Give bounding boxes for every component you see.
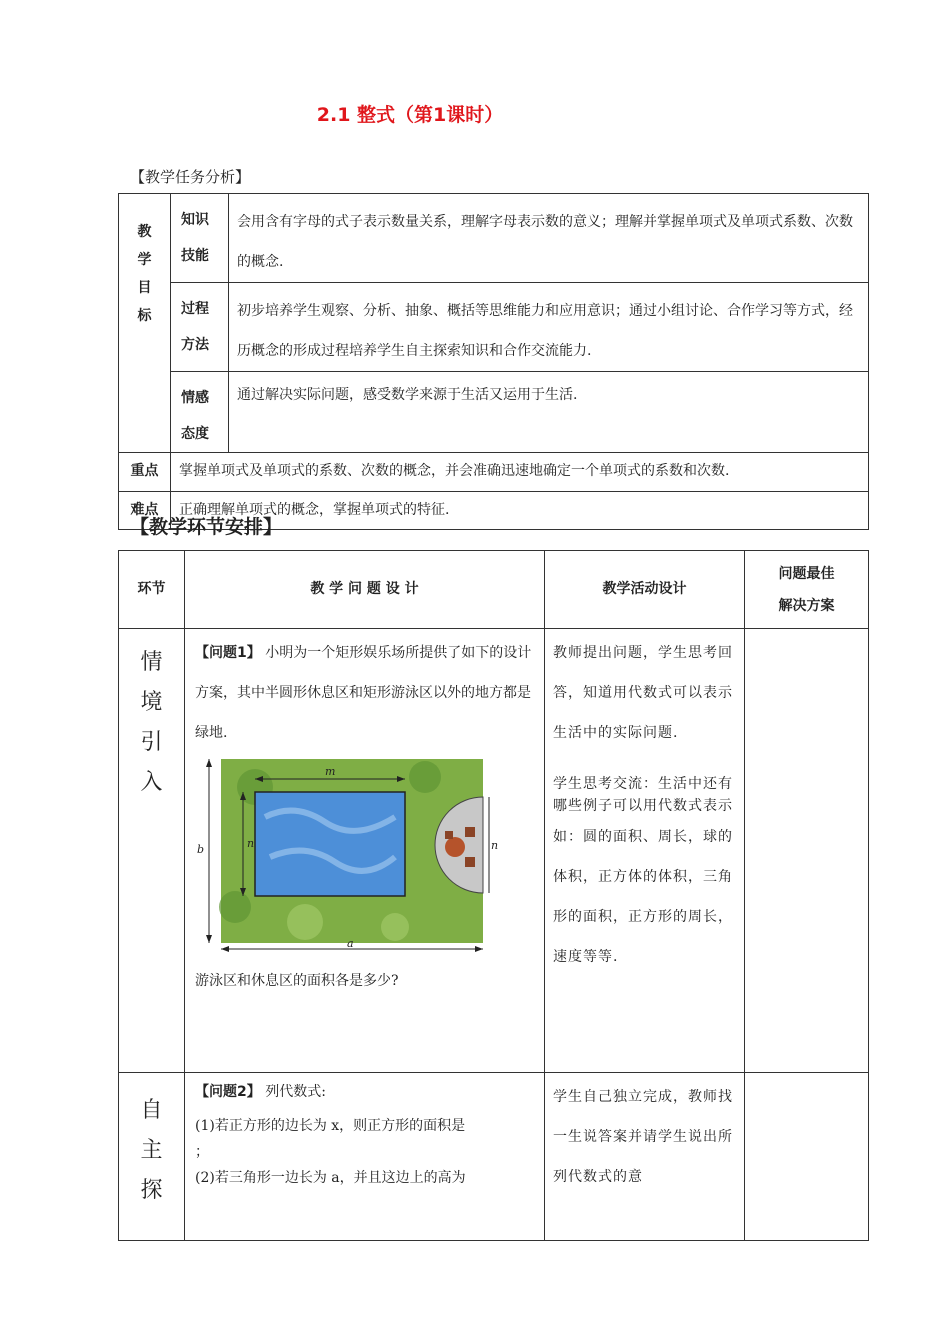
row-text-process: 初步培养学生观察、分析、抽象、概括等思维能力和应用意识；通过小组讨论、合作学习等方式，经历概念的形成过程培养学生自主探索知识和合作交流能力. (229, 283, 869, 372)
key-text: 掌握单项式及单项式的系数、次数的概念，并会准确迅速地确定一个单项式的系数和次数. (171, 453, 869, 492)
header-activity: 教学活动设计 (545, 551, 745, 629)
svg-text:b: b (197, 843, 205, 856)
question-1-label: 【问题1】 (195, 645, 261, 661)
recreation-area-figure (195, 757, 499, 951)
row-label-process: 过程 方法 (171, 283, 229, 372)
svg-text:n: n (491, 839, 499, 852)
activity-2: 学生自己独立完成，教师找一生说答案并请学生说出所列代数式的意 (553, 1089, 733, 1185)
row-text-emotion: 通过解决实际问题，感受数学来源于生活又运用于生活. (229, 372, 869, 453)
header-best: 问题最佳 解决方案 (745, 551, 869, 629)
header-question: 教 学 问 题 设 计 (185, 551, 545, 629)
activity-1c: 如：圆的面积、周长，球的体积，正方体的体积，三角形的面积，正方形的周长，速度等等. (553, 829, 733, 965)
section-heading-plan: 【教学环节安排】 (130, 516, 283, 538)
difficult-text: 正确理解单项式的概念，掌握单项式的特征. (171, 492, 869, 530)
header-stage: 环节 (119, 551, 185, 629)
question-1-text: 小明为一个矩形娱乐场所提供了如下的设计方案，其中半圆形休息区和矩形游泳区以外的地方都是绿地. (195, 645, 532, 741)
svg-text:m: m (325, 765, 336, 778)
plan-table (118, 550, 869, 1241)
question-2-part1b: ； (195, 1144, 209, 1160)
stage-intro: 情 境 引 入 (119, 629, 185, 1073)
activity-1a: 教师提出问题，学生思考回答，知道用代数式可以表示生活中的实际问题. (553, 645, 733, 741)
key-label: 重点 (119, 453, 171, 492)
pool-rect (255, 792, 405, 896)
goal-label: 教 学 目 标 (119, 194, 171, 453)
question-2-head: 列代数式: (265, 1084, 326, 1100)
question-2-part1: (1)若正方形的边长为 x，则正方形的面积是 (195, 1118, 466, 1134)
activity-1-cell (545, 629, 745, 1073)
row-text-knowledge: 会用含有字母的式子表示数量关系，理解字母表示数的意义；理解并掌握单项式及单项式系数、次数的概念. (229, 194, 869, 283)
activity-1b: 学生思考交流：生活中还有哪些例子可以用代数式表示 (553, 776, 733, 814)
question-1-after: 游泳区和休息区的面积各是多少? (195, 973, 399, 989)
row-label-emotion: 情感 态度 (171, 372, 229, 453)
best-solution-2 (745, 1073, 869, 1241)
question-2-part2: (2)若三角形一边长为 a，并且这边上的高为 (195, 1170, 466, 1186)
row-label-knowledge: 知识 技能 (171, 194, 229, 283)
activity-2-cell (545, 1073, 745, 1241)
svg-text:a: a (347, 937, 354, 950)
analysis-table (118, 193, 869, 530)
section-heading-analysis: 【教学任务分析】 (130, 168, 251, 186)
difficult-label: 难点 (119, 492, 171, 530)
question-1-cell (185, 629, 545, 1073)
svg-text:n: n (247, 837, 255, 850)
page-title: 2.1 整式（第1课时） (316, 104, 504, 126)
question-2-cell (185, 1073, 545, 1241)
stage-explore: 自 主 探 (119, 1073, 185, 1241)
question-2-label: 【问题2】 (195, 1084, 261, 1100)
best-solution-1 (745, 629, 869, 1073)
